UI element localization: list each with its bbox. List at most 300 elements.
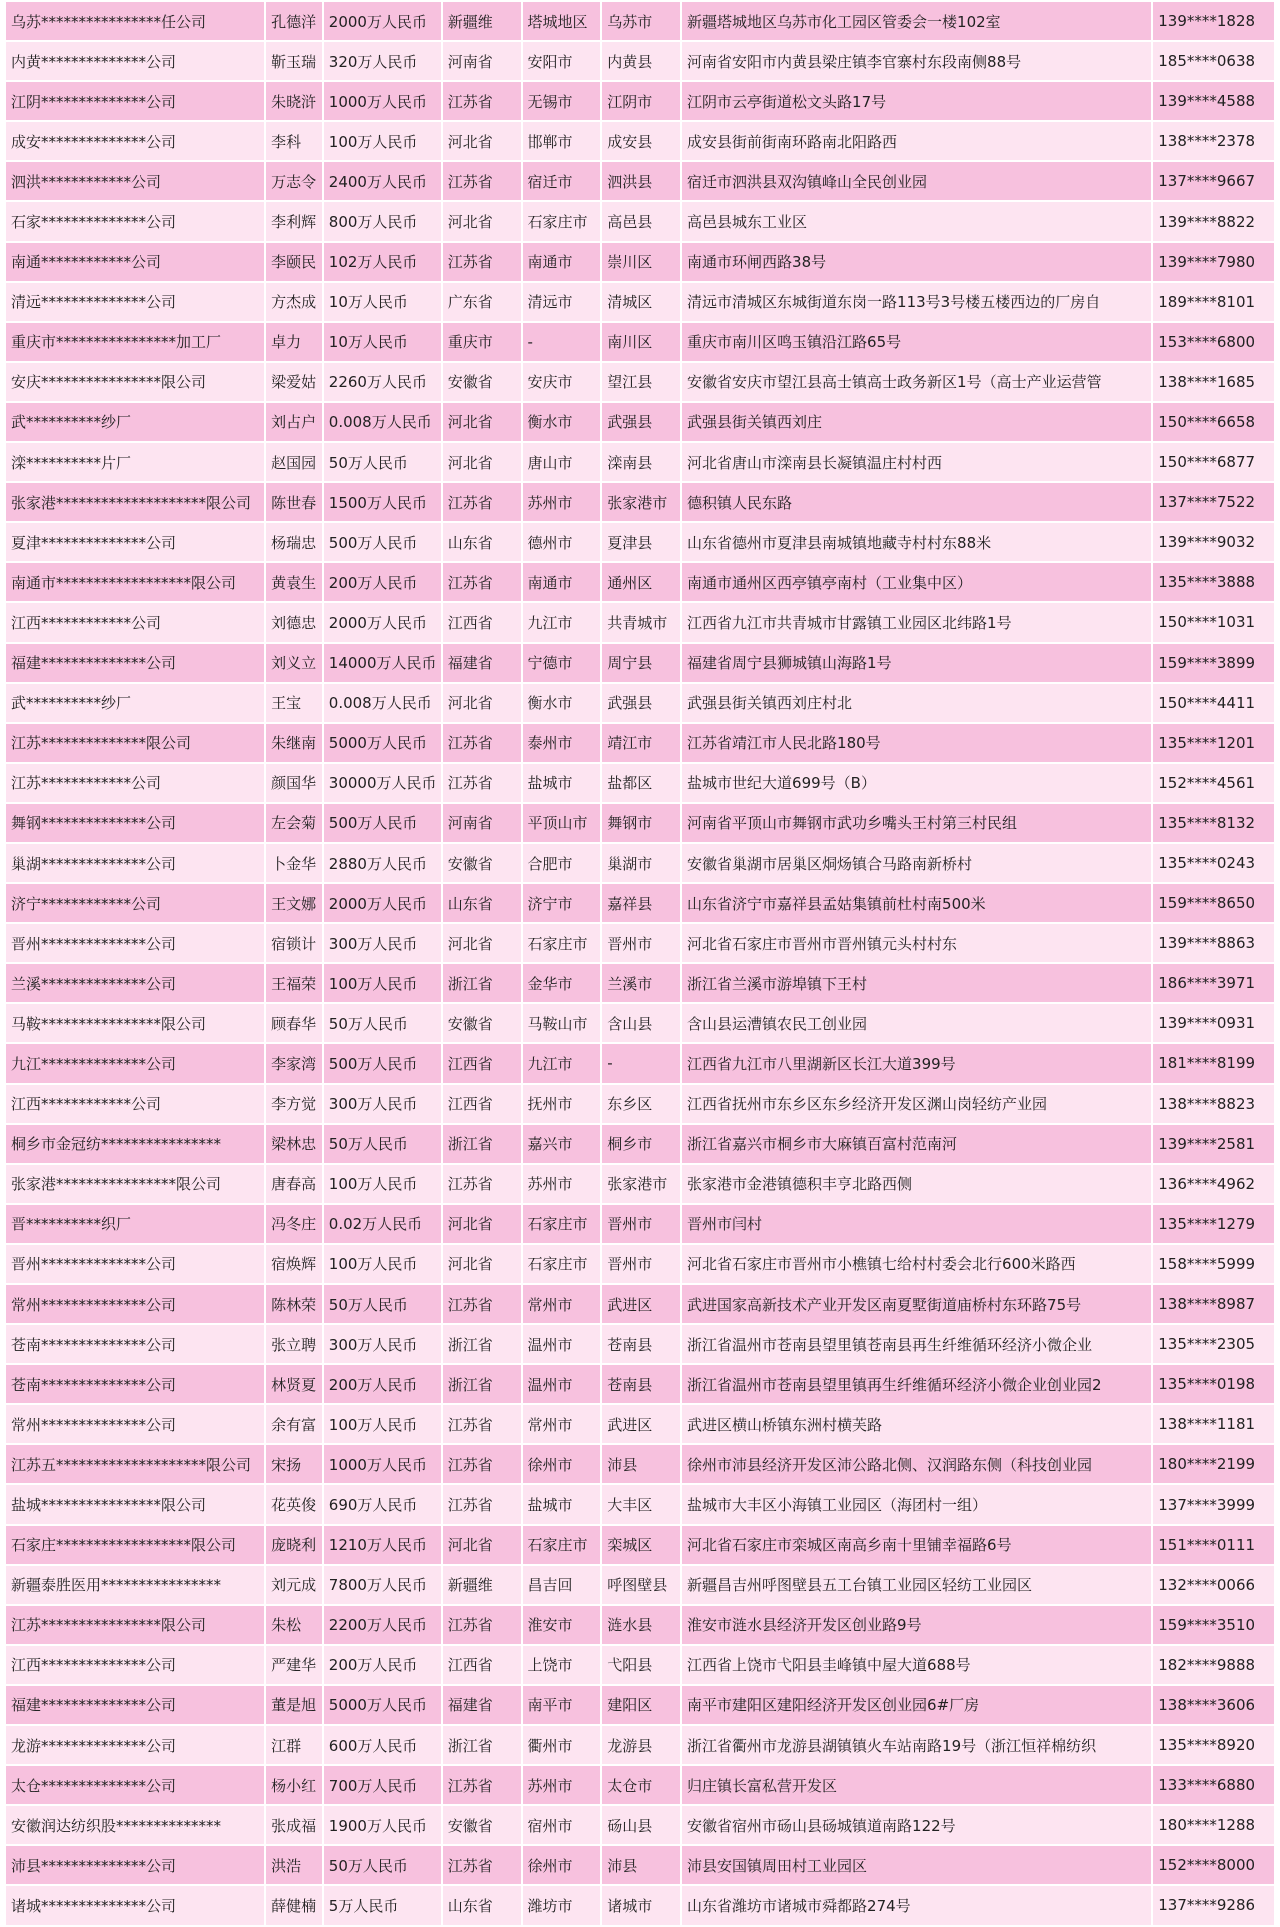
city-cell: 宿州市	[522, 1805, 602, 1845]
table	[4, 0, 1276, 1927]
capital-cell: 100万人民币	[323, 121, 442, 161]
address-cell: 盐城市世纪大道699号（B）	[681, 763, 1152, 803]
company-name-cell: 巢湖**************公司	[5, 843, 265, 883]
city-cell: 泰州市	[522, 723, 602, 763]
table-row	[5, 1244, 1275, 1284]
city-cell: 淮安市	[522, 1605, 602, 1645]
company-name-cell: 福建**************公司	[5, 1685, 265, 1725]
district-cell: 共青城市	[601, 602, 681, 642]
address-cell: 新疆塔城地区乌苏市化工园区管委会一楼102室	[681, 1, 1152, 41]
city-cell: 清远市	[522, 282, 602, 322]
table-row	[5, 1645, 1275, 1685]
company-name-cell: 江西**************公司	[5, 1645, 265, 1685]
company-name-cell: 泗洪************公司	[5, 161, 265, 201]
capital-cell: 5000万人民币	[323, 1685, 442, 1725]
district-cell: 巢湖市	[601, 843, 681, 883]
capital-cell: 7800万人民币	[323, 1565, 442, 1605]
capital-cell: 690万人民币	[323, 1484, 442, 1524]
capital-cell: 300万人民币	[323, 1084, 442, 1124]
city-cell: 九江市	[522, 1043, 602, 1083]
city-cell: -	[522, 322, 602, 362]
legal-rep-cell: 严建华	[265, 1645, 323, 1685]
city-cell: 潍坊市	[522, 1885, 602, 1925]
company-name-cell: 龙游**************公司	[5, 1725, 265, 1765]
capital-cell: 2400万人民币	[323, 161, 442, 201]
province-cell: 重庆市	[442, 322, 522, 362]
address-cell: 南通市通州区西亭镇亭南村（工业集中区）	[681, 562, 1152, 602]
legal-rep-cell: 李颐民	[265, 242, 323, 282]
district-cell: 晋州市	[601, 923, 681, 963]
city-cell: 徐州市	[522, 1845, 602, 1885]
city-cell: 宁德市	[522, 643, 602, 683]
table-row	[5, 201, 1275, 241]
phone-cell: 139****0931	[1152, 1003, 1275, 1043]
province-cell: 江苏省	[442, 1845, 522, 1885]
legal-rep-cell: 李科	[265, 121, 323, 161]
legal-rep-cell: 杨小红	[265, 1765, 323, 1805]
address-cell: 成安县街前街南环路南北阳路西	[681, 121, 1152, 161]
table-row	[5, 442, 1275, 482]
company-name-cell: 夏津**************公司	[5, 522, 265, 562]
phone-cell: 138****8987	[1152, 1284, 1275, 1324]
address-cell: 安徽省巢湖市居巢区烔炀镇合马路南新桥村	[681, 843, 1152, 883]
phone-cell: 138****1181	[1152, 1404, 1275, 1444]
capital-cell: 500万人民币	[323, 522, 442, 562]
table-row	[5, 643, 1275, 683]
capital-cell: 800万人民币	[323, 201, 442, 241]
legal-rep-cell: 张立聘	[265, 1324, 323, 1364]
province-cell: 安徽省	[442, 1003, 522, 1043]
city-cell: 盐城市	[522, 763, 602, 803]
district-cell: 盐都区	[601, 763, 681, 803]
city-cell: 石家庄市	[522, 1244, 602, 1284]
address-cell: 河北省石家庄市晋州市小樵镇七给村村委会北行600米路西	[681, 1244, 1152, 1284]
company-name-cell: 桐乡市金冠纺****************	[5, 1124, 265, 1164]
province-cell: 浙江省	[442, 963, 522, 1003]
company-name-cell: 江阴**************公司	[5, 81, 265, 121]
capital-cell: 100万人民币	[323, 963, 442, 1003]
city-cell: 南通市	[522, 242, 602, 282]
phone-cell: 159****3510	[1152, 1605, 1275, 1645]
phone-cell: 189****8101	[1152, 282, 1275, 322]
company-name-cell: 晋州**************公司	[5, 923, 265, 963]
table-row	[5, 1003, 1275, 1043]
capital-cell: 1210万人民币	[323, 1525, 442, 1565]
legal-rep-cell: 朱继南	[265, 723, 323, 763]
address-cell: 山东省潍坊市诸城市舜都路274号	[681, 1885, 1152, 1925]
phone-cell: 137****9286	[1152, 1885, 1275, 1925]
company-name-cell: 江苏************公司	[5, 763, 265, 803]
legal-rep-cell: 王福荣	[265, 963, 323, 1003]
province-cell: 河北省	[442, 1525, 522, 1565]
table-row	[5, 723, 1275, 763]
legal-rep-cell: 赵国园	[265, 442, 323, 482]
province-cell: 安徽省	[442, 843, 522, 883]
phone-cell: 150****4411	[1152, 683, 1275, 723]
company-name-cell: 安徽润达纺织股**************	[5, 1805, 265, 1845]
district-cell: 武进区	[601, 1284, 681, 1324]
province-cell: 安徽省	[442, 1805, 522, 1845]
legal-rep-cell: 林贤夏	[265, 1364, 323, 1404]
province-cell: 江苏省	[442, 1765, 522, 1805]
address-cell: 浙江省嘉兴市桐乡市大麻镇百富村范南河	[681, 1124, 1152, 1164]
city-cell: 无锡市	[522, 81, 602, 121]
address-cell: 江西省九江市八里湖新区长江大道399号	[681, 1043, 1152, 1083]
capital-cell: 50万人民币	[323, 1003, 442, 1043]
legal-rep-cell: 梁爱姑	[265, 362, 323, 402]
capital-cell: 50万人民币	[323, 1284, 442, 1324]
table-row	[5, 121, 1275, 161]
phone-cell: 185****0638	[1152, 41, 1275, 81]
district-cell: 弋阳县	[601, 1645, 681, 1685]
address-cell: 河北省唐山市滦南县长凝镇温庄村村西	[681, 442, 1152, 482]
phone-cell: 158****5999	[1152, 1244, 1275, 1284]
address-cell: 山东省德州市夏津县南城镇地藏寺村村东88米	[681, 522, 1152, 562]
capital-cell: 0.008万人民币	[323, 402, 442, 442]
table-row	[5, 1685, 1275, 1725]
legal-rep-cell: 顾春华	[265, 1003, 323, 1043]
district-cell: 沛县	[601, 1444, 681, 1484]
legal-rep-cell: 梁林忠	[265, 1124, 323, 1164]
phone-cell: 150****6658	[1152, 402, 1275, 442]
province-cell: 安徽省	[442, 362, 522, 402]
address-cell: 沛县安国镇周田村工业园区	[681, 1845, 1152, 1885]
address-cell: 晋州市闫村	[681, 1204, 1152, 1244]
district-cell: 夏津县	[601, 522, 681, 562]
table-row	[5, 41, 1275, 81]
address-cell: 含山县运漕镇农民工创业园	[681, 1003, 1152, 1043]
district-cell: 泗洪县	[601, 161, 681, 201]
district-cell: 高邑县	[601, 201, 681, 241]
phone-cell: 139****8822	[1152, 201, 1275, 241]
company-name-cell: 常州**************公司	[5, 1404, 265, 1444]
table-row	[5, 1, 1275, 41]
address-cell: 武强县街关镇西刘庄	[681, 402, 1152, 442]
capital-cell: 0.008万人民币	[323, 683, 442, 723]
capital-cell: 500万人民币	[323, 803, 442, 843]
legal-rep-cell: 李利辉	[265, 201, 323, 241]
legal-rep-cell: 宋扬	[265, 1444, 323, 1484]
province-cell: 江苏省	[442, 1484, 522, 1524]
capital-cell: 50万人民币	[323, 1845, 442, 1885]
capital-cell: 10万人民币	[323, 282, 442, 322]
phone-cell: 138****8823	[1152, 1084, 1275, 1124]
company-name-cell: 苍南**************公司	[5, 1324, 265, 1364]
table-row	[5, 81, 1275, 121]
city-cell: 济宁市	[522, 883, 602, 923]
table-row	[5, 1284, 1275, 1324]
district-cell: 苍南县	[601, 1324, 681, 1364]
address-cell: 浙江省兰溪市游埠镇下王村	[681, 963, 1152, 1003]
phone-cell: 135****3888	[1152, 562, 1275, 602]
legal-rep-cell: 卓力	[265, 322, 323, 362]
company-name-cell: 江苏五********************限公司	[5, 1444, 265, 1484]
district-cell: 乌苏市	[601, 1, 681, 41]
capital-cell: 1000万人民币	[323, 81, 442, 121]
address-cell: 江苏省靖江市人民北路180号	[681, 723, 1152, 763]
legal-rep-cell: 方杰成	[265, 282, 323, 322]
table-row	[5, 1444, 1275, 1484]
company-name-cell: 安庆****************限公司	[5, 362, 265, 402]
address-cell: 山东省济宁市嘉祥县孟姑集镇前杜村南500米	[681, 883, 1152, 923]
legal-rep-cell: 李方觉	[265, 1084, 323, 1124]
address-cell: 福建省周宁县狮城镇山海路1号	[681, 643, 1152, 683]
capital-cell: 2000万人民币	[323, 1, 442, 41]
district-cell: 崇川区	[601, 242, 681, 282]
district-cell: 建阳区	[601, 1685, 681, 1725]
company-name-cell: 九江**************公司	[5, 1043, 265, 1083]
address-cell: 河南省平顶山市舞钢市武功乡嘴头王村第三村民组	[681, 803, 1152, 843]
legal-rep-cell: 冯冬庄	[265, 1204, 323, 1244]
address-cell: 淮安市涟水县经济开发区创业路9号	[681, 1605, 1152, 1645]
district-cell: 桐乡市	[601, 1124, 681, 1164]
company-name-cell: 滦**********片厂	[5, 442, 265, 482]
table-row	[5, 282, 1275, 322]
district-cell: 涟水县	[601, 1605, 681, 1645]
capital-cell: 300万人民币	[323, 923, 442, 963]
address-cell: 武进区横山桥镇东洲村横芙路	[681, 1404, 1152, 1444]
company-name-cell: 成安**************公司	[5, 121, 265, 161]
legal-rep-cell: 黄袁生	[265, 562, 323, 602]
district-cell: 舞钢市	[601, 803, 681, 843]
legal-rep-cell: 刘义立	[265, 643, 323, 683]
district-cell: 沛县	[601, 1845, 681, 1885]
district-cell: 周宁县	[601, 643, 681, 683]
district-cell: 滦南县	[601, 442, 681, 482]
legal-rep-cell: 王文娜	[265, 883, 323, 923]
capital-cell: 200万人民币	[323, 1645, 442, 1685]
company-name-cell: 南通************公司	[5, 242, 265, 282]
legal-rep-cell: 宿锁计	[265, 923, 323, 963]
capital-cell: 1500万人民币	[323, 482, 442, 522]
company-name-cell: 江苏****************限公司	[5, 1605, 265, 1645]
capital-cell: 50万人民币	[323, 1124, 442, 1164]
company-name-cell: 清远**************公司	[5, 282, 265, 322]
province-cell: 江苏省	[442, 562, 522, 602]
phone-cell: 135****0198	[1152, 1364, 1275, 1404]
phone-cell: 135****1201	[1152, 723, 1275, 763]
company-name-cell: 盐城****************限公司	[5, 1484, 265, 1524]
city-cell: 合肥市	[522, 843, 602, 883]
address-cell: 武进国家高新技术产业开发区南夏墅街道庙桥村东环路75号	[681, 1284, 1152, 1324]
phone-cell: 132****0066	[1152, 1565, 1275, 1605]
address-cell: 浙江省温州市苍南县望里镇再生纤维循环经济小微企业创业园2	[681, 1364, 1152, 1404]
address-cell: 清远市清城区东城街道东岗一路113号3号楼五楼西边的厂房自	[681, 282, 1152, 322]
legal-rep-cell: 朱松	[265, 1605, 323, 1645]
city-cell: 苏州市	[522, 1164, 602, 1204]
district-cell: 苍南县	[601, 1364, 681, 1404]
legal-rep-cell: 刘元成	[265, 1565, 323, 1605]
phone-cell: 135****2305	[1152, 1324, 1275, 1364]
company-name-cell: 福建**************公司	[5, 643, 265, 683]
province-cell: 江苏省	[442, 81, 522, 121]
legal-rep-cell: 董是旭	[265, 1685, 323, 1725]
phone-cell: 139****4588	[1152, 81, 1275, 121]
legal-rep-cell: 江群	[265, 1725, 323, 1765]
district-cell: 晋州市	[601, 1244, 681, 1284]
phone-cell: 182****9888	[1152, 1645, 1275, 1685]
district-cell: 太仓市	[601, 1765, 681, 1805]
company-name-cell: 南通市******************限公司	[5, 562, 265, 602]
capital-cell: 200万人民币	[323, 1364, 442, 1404]
address-cell: 德积镇人民东路	[681, 482, 1152, 522]
district-cell: 武强县	[601, 683, 681, 723]
phone-cell: 151****0111	[1152, 1525, 1275, 1565]
capital-cell: 14000万人民币	[323, 643, 442, 683]
city-cell: 常州市	[522, 1284, 602, 1324]
city-cell: 南通市	[522, 562, 602, 602]
table-row	[5, 763, 1275, 803]
table-row	[5, 1845, 1275, 1885]
district-cell: -	[601, 1043, 681, 1083]
district-cell: 张家港市	[601, 482, 681, 522]
capital-cell: 0.02万人民币	[323, 1204, 442, 1244]
table-row	[5, 1324, 1275, 1364]
capital-cell: 102万人民币	[323, 242, 442, 282]
city-cell: 石家庄市	[522, 923, 602, 963]
address-cell: 高邑县城东工业区	[681, 201, 1152, 241]
capital-cell: 2000万人民币	[323, 883, 442, 923]
district-cell: 嘉祥县	[601, 883, 681, 923]
district-cell: 内黄县	[601, 41, 681, 81]
province-cell: 江苏省	[442, 1164, 522, 1204]
province-cell: 河北省	[442, 1244, 522, 1284]
company-name-cell: 太仓**************公司	[5, 1765, 265, 1805]
legal-rep-cell: 庞晓利	[265, 1525, 323, 1565]
province-cell: 河北省	[442, 1204, 522, 1244]
table-row	[5, 1765, 1275, 1805]
legal-rep-cell: 唐春高	[265, 1164, 323, 1204]
district-cell: 含山县	[601, 1003, 681, 1043]
province-cell: 河北省	[442, 201, 522, 241]
table-row	[5, 883, 1275, 923]
legal-rep-cell: 孔德洋	[265, 1, 323, 41]
legal-rep-cell: 刘德忠	[265, 602, 323, 642]
district-cell: 江阴市	[601, 81, 681, 121]
phone-cell: 150****1031	[1152, 602, 1275, 642]
district-cell: 靖江市	[601, 723, 681, 763]
city-cell: 抚州市	[522, 1084, 602, 1124]
address-cell: 浙江省温州市苍南县望里镇苍南县再生纤维循环经济小微企业	[681, 1324, 1152, 1364]
legal-rep-cell: 王宝	[265, 683, 323, 723]
legal-rep-cell: 薛健楠	[265, 1885, 323, 1925]
table-row	[5, 602, 1275, 642]
legal-rep-cell: 陈林荣	[265, 1284, 323, 1324]
address-cell: 归庄镇长富私营开发区	[681, 1765, 1152, 1805]
capital-cell: 200万人民币	[323, 562, 442, 602]
district-cell: 栾城区	[601, 1525, 681, 1565]
province-cell: 江苏省	[442, 482, 522, 522]
phone-cell: 150****6877	[1152, 442, 1275, 482]
address-cell: 浙江省衢州市龙游县湖镇镇火车站南路19号（浙江恒祥棉纺织	[681, 1725, 1152, 1765]
province-cell: 江西省	[442, 1043, 522, 1083]
table-row	[5, 803, 1275, 843]
district-cell: 兰溪市	[601, 963, 681, 1003]
phone-cell: 159****8650	[1152, 883, 1275, 923]
company-name-cell: 沛县**************公司	[5, 1845, 265, 1885]
table-row	[5, 322, 1275, 362]
province-cell: 河北省	[442, 442, 522, 482]
legal-rep-cell: 靳玉瑞	[265, 41, 323, 81]
phone-cell: 137****3999	[1152, 1484, 1275, 1524]
province-cell: 山东省	[442, 522, 522, 562]
address-cell: 河北省石家庄市栾城区南高乡南十里铺幸福路6号	[681, 1525, 1152, 1565]
company-name-cell: 晋州**************公司	[5, 1244, 265, 1284]
address-cell: 南通市环闸西路38号	[681, 242, 1152, 282]
province-cell: 江西省	[442, 602, 522, 642]
city-cell: 安阳市	[522, 41, 602, 81]
phone-cell: 139****9032	[1152, 522, 1275, 562]
legal-rep-cell: 刘占户	[265, 402, 323, 442]
district-cell: 东乡区	[601, 1084, 681, 1124]
table-row	[5, 1725, 1275, 1765]
capital-cell: 2200万人民币	[323, 1605, 442, 1645]
table-row	[5, 843, 1275, 883]
capital-cell: 30000万人民币	[323, 763, 442, 803]
province-cell: 新疆维	[442, 1, 522, 41]
address-cell: 江西省抚州市东乡区东乡经济开发区渊山岗轻纺产业园	[681, 1084, 1152, 1124]
city-cell: 昌吉回	[522, 1565, 602, 1605]
address-cell: 宿迁市泗洪县双沟镇峰山全民创业园	[681, 161, 1152, 201]
table-row	[5, 1043, 1275, 1083]
province-cell: 江苏省	[442, 1605, 522, 1645]
phone-cell: 139****2581	[1152, 1124, 1275, 1164]
legal-rep-cell: 李家湾	[265, 1043, 323, 1083]
company-name-cell: 张家港********************限公司	[5, 482, 265, 522]
legal-rep-cell: 余有富	[265, 1404, 323, 1444]
province-cell: 福建省	[442, 1685, 522, 1725]
phone-cell: 138****1685	[1152, 362, 1275, 402]
province-cell: 浙江省	[442, 1364, 522, 1404]
company-name-cell: 济宁************公司	[5, 883, 265, 923]
district-cell: 清城区	[601, 282, 681, 322]
phone-cell: 139****1828	[1152, 1, 1275, 41]
capital-cell: 2000万人民币	[323, 602, 442, 642]
company-name-cell: 江苏**************限公司	[5, 723, 265, 763]
city-cell: 苏州市	[522, 482, 602, 522]
phone-cell: 153****6800	[1152, 322, 1275, 362]
table-row	[5, 1525, 1275, 1565]
province-cell: 浙江省	[442, 1124, 522, 1164]
district-cell: 龙游县	[601, 1725, 681, 1765]
company-name-cell: 新疆泰胜医用****************	[5, 1565, 265, 1605]
phone-cell: 159****3899	[1152, 643, 1275, 683]
company-name-cell: 武**********纱厂	[5, 683, 265, 723]
company-name-cell: 诸城**************公司	[5, 1885, 265, 1925]
province-cell: 广东省	[442, 282, 522, 322]
city-cell: 衡水市	[522, 683, 602, 723]
capital-cell: 100万人民币	[323, 1244, 442, 1284]
city-cell: 石家庄市	[522, 201, 602, 241]
table-row	[5, 1484, 1275, 1524]
province-cell: 河北省	[442, 402, 522, 442]
capital-cell: 500万人民币	[323, 1043, 442, 1083]
district-cell: 南川区	[601, 322, 681, 362]
capital-cell: 700万人民币	[323, 1765, 442, 1805]
phone-cell: 135****1279	[1152, 1204, 1275, 1244]
company-name-cell: 乌苏****************任公司	[5, 1, 265, 41]
capital-cell: 100万人民币	[323, 1164, 442, 1204]
district-cell: 望江县	[601, 362, 681, 402]
city-cell: 金华市	[522, 963, 602, 1003]
phone-cell: 135****0243	[1152, 843, 1275, 883]
table-row	[5, 1565, 1275, 1605]
province-cell: 山东省	[442, 1885, 522, 1925]
province-cell: 江苏省	[442, 1404, 522, 1444]
capital-cell: 2880万人民币	[323, 843, 442, 883]
legal-rep-cell: 朱晓浒	[265, 81, 323, 121]
company-name-cell: 晋**********织厂	[5, 1204, 265, 1244]
